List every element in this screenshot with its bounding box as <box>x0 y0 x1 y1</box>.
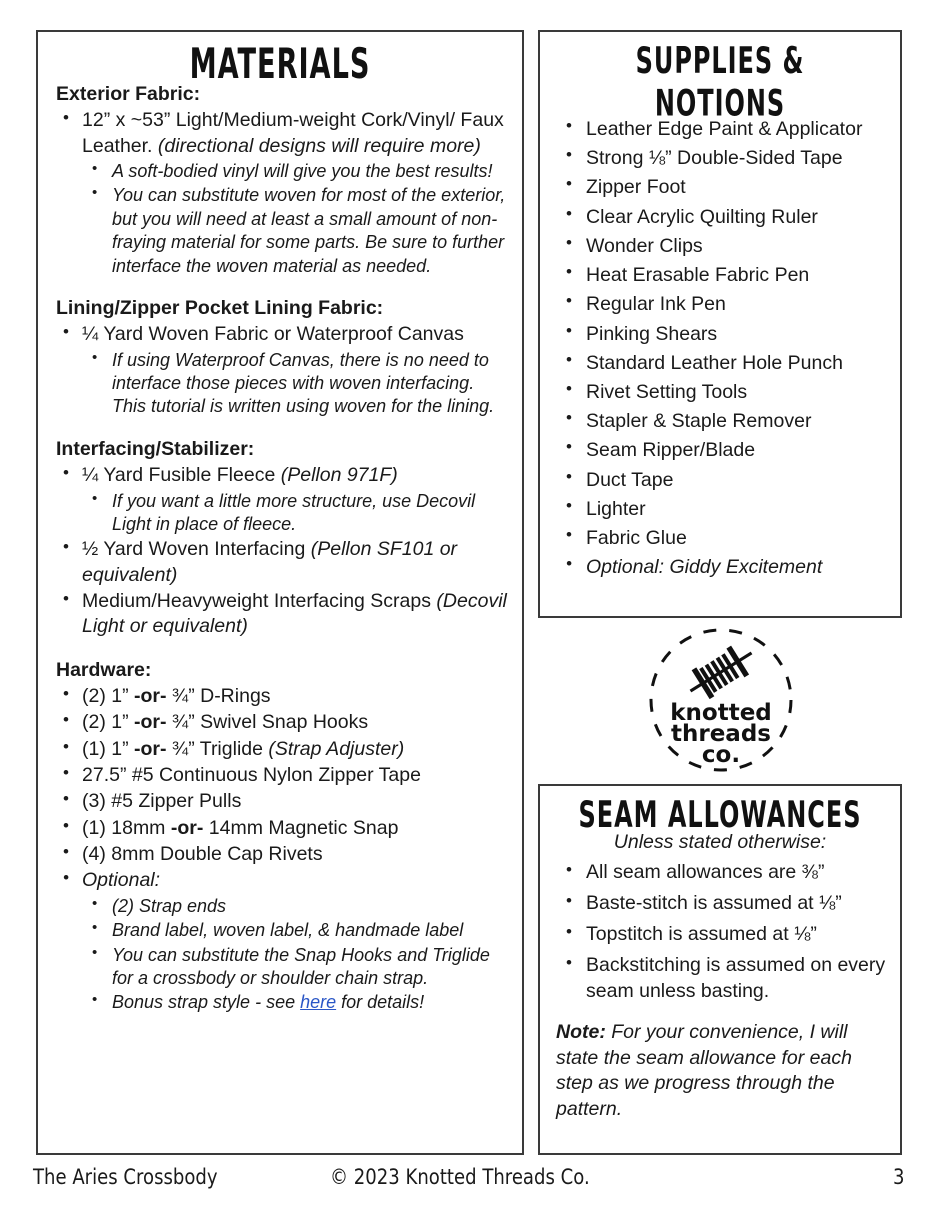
list-item <box>54 789 508 814</box>
list-item: • Strong ⅛” Double-Sided Tape <box>556 145 890 171</box>
list-item <box>54 816 508 841</box>
group-heading-lining-fabric: Lining/Zipper Pocket Lining Fabric: <box>56 296 384 319</box>
list-item: • ¼ Yard Woven Fabric or Waterproof Canvas <box>54 322 508 347</box>
list-item: • Standard Leather Hole Punch <box>556 350 890 376</box>
list-item <box>54 763 508 788</box>
list-item: • Lighter <box>556 496 890 522</box>
hardware-list <box>54 684 508 1015</box>
list-item: • (2) Strap ends <box>54 895 508 918</box>
exterior-fabric-list <box>54 108 508 278</box>
list-item <box>54 108 508 159</box>
item-emphasis: -or- <box>134 685 167 708</box>
list-item <box>54 684 508 709</box>
seam-note-text: For your convenience, I will state the seam allowance for each step as we progress through the pattern. <box>556 1020 852 1121</box>
list-item: • Baste-stitch is assumed at ⅛” <box>556 891 890 917</box>
footer-copyright: © 2023 Knotted Threads Co. <box>330 1165 590 1189</box>
list-item: • You can substitute the Snap Hooks and Triglide for a crossbody or shoulder chain strap. <box>54 944 508 991</box>
list-item: • Clear Acrylic Quilting Ruler <box>556 204 890 230</box>
list-item: • Duct Tape <box>556 467 890 493</box>
seam-subtitle: Unless stated otherwise: <box>613 831 827 853</box>
bonus-strap-link[interactable]: here <box>300 992 337 1013</box>
group-heading-interfacing: Interfacing/Stabilizer: <box>56 437 255 460</box>
item-emphasis: -or- <box>170 816 204 839</box>
item-text: (3) #5 Zipper Pulls <box>82 790 242 813</box>
page-footer <box>0 1165 940 1199</box>
list-item: • Rivet Setting Tools <box>556 379 890 405</box>
lining-fabric-list <box>54 322 508 419</box>
logo-line-3: co. <box>701 742 741 768</box>
materials-content <box>38 82 522 1015</box>
seam-note <box>540 1010 900 1124</box>
item-note: (directional designs will require more) <box>157 134 481 157</box>
footer-pattern-name: The Aries Crossbody <box>33 1165 218 1189</box>
list-item: • Wonder Clips <box>556 233 890 259</box>
item-text: 12” x ~53” Light/Medium-weight Cork/Vinyl/ Faux Leather. <box>82 109 504 157</box>
item-note: (Pellon SF101 or equivalent) <box>82 538 458 586</box>
item-text: (4) 8mm Double Cap Rivets <box>82 843 323 866</box>
item-text: (2) 1” <box>82 711 135 734</box>
seam-allowances-panel <box>538 784 902 1155</box>
seam-note-label: Note: <box>556 1020 606 1043</box>
list-item: • If using Waterproof Canvas, there is no need to interface those pieces with woven interfacing. This tutorial is written using woven for the lining. <box>54 349 508 419</box>
logo-line-1: knotted <box>670 700 772 726</box>
list-item <box>54 991 508 1014</box>
knotted-threads-logo <box>645 624 797 776</box>
list-item: • Brand label, woven label, & handmade label <box>54 919 508 942</box>
item-text-tail: ¾” D-Rings <box>166 685 271 708</box>
thread-spool-icon <box>681 639 760 706</box>
list-item: • Regular Ink Pen <box>556 291 890 317</box>
list-item <box>54 537 508 588</box>
materials-panel <box>36 30 524 1155</box>
item-text-tail: 14mm Magnetic Snap <box>203 816 399 839</box>
list-item-optional: • Optional: <box>54 868 508 893</box>
item-text: Bonus strap style - see <box>112 992 301 1013</box>
item-note: (Decovil Light or equivalent) <box>82 590 507 638</box>
supplies-panel <box>538 30 902 618</box>
list-item: • All seam allowances are ⅜” <box>556 860 890 886</box>
item-text-tail: ¾” Triglide <box>166 737 269 760</box>
item-text: (2) 1” <box>82 685 135 708</box>
list-item: • Backstitching is assumed on every seam unless basting. <box>556 953 890 1005</box>
list-item: • Pinking Shears <box>556 321 890 347</box>
list-item: • Stapler & Staple Remover <box>556 408 890 434</box>
list-item: • You can substitute woven for most of the exterior, but you will need at least a small amount of non-fraying material for some parts. Be sure to further interface the woven material as needed. <box>54 184 508 278</box>
seam-allowances-list <box>540 860 900 1005</box>
item-text: ¼ Yard Fusible Fleece <box>82 464 281 487</box>
list-item <box>54 737 508 762</box>
list-item <box>54 710 508 735</box>
list-item: • Topstitch is assumed at ⅛” <box>556 922 890 948</box>
logo-line-2: threads <box>671 721 771 747</box>
item-text: 27.5” #5 Continuous Nylon Zipper Tape <box>82 764 421 787</box>
item-text-tail: ¾” Swivel Snap Hooks <box>166 711 369 734</box>
item-text-tail: for details! <box>336 992 425 1013</box>
list-item: • A soft-bodied vinyl will give you the best results! <box>54 160 508 183</box>
footer-page-number: 3 <box>893 1165 905 1189</box>
interfacing-list <box>54 463 508 640</box>
group-heading-exterior-fabric: Exterior Fabric: <box>56 83 201 105</box>
item-text: (1) 18mm <box>82 816 171 839</box>
seam-allowances-title: SEAM ALLOWANCES <box>578 794 862 837</box>
item-text: (1) 1” <box>82 737 135 760</box>
list-item <box>54 463 508 488</box>
supplies-title: SUPPLIES & NOTIONS <box>635 40 805 126</box>
list-item <box>54 842 508 867</box>
list-item: • If you want a little more structure, use Decovil Light in place of fleece. <box>54 490 508 537</box>
item-text: ½ Yard Woven Interfacing <box>82 538 311 561</box>
materials-title: MATERIALS <box>189 40 371 89</box>
item-text: Medium/Heavyweight Interfacing Scraps <box>82 590 437 612</box>
list-item: • Zipper Foot <box>556 174 890 200</box>
item-emphasis: -or- <box>134 711 167 734</box>
list-item <box>54 589 508 640</box>
item-note: (Pellon 971F) <box>280 464 398 487</box>
item-note: (Strap Adjuster) <box>268 737 405 760</box>
item-emphasis: -or- <box>134 737 167 760</box>
list-item: • Fabric Glue <box>556 525 890 551</box>
list-item-optional: • Optional: Giddy Excitement <box>556 554 890 580</box>
group-heading-hardware: Hardware: <box>56 658 152 681</box>
supplies-list <box>540 112 900 581</box>
list-item: • Heat Erasable Fabric Pen <box>556 262 890 288</box>
list-item: • Seam Ripper/Blade <box>556 437 890 463</box>
list-item: • Leather Edge Paint & Applicator <box>556 116 890 142</box>
